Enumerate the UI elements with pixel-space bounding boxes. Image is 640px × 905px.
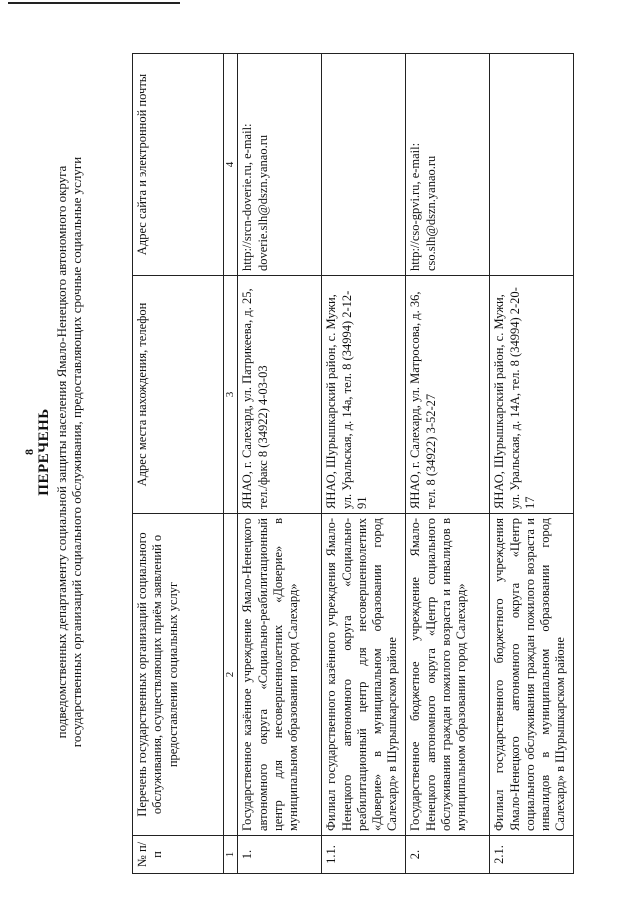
row-org: Государственное казённое учреждение Ямало-Ненецкого автономного округа «Социально-реабилитационный центр для несовершеннолетних «Доверие» в муниципальном образовании город Салехард» [238, 514, 322, 836]
row-num: 1. [238, 836, 322, 874]
colnum-4: 4 [224, 54, 238, 276]
row-num: 2. [406, 836, 490, 874]
row-site [490, 54, 574, 276]
header-org: Перечень государственных организаций социального обслуживания, осуществляющих приём заявлений о предоставлении социальных услуг [133, 514, 224, 836]
organizations-table [132, 53, 574, 874]
table-header-row [133, 54, 224, 874]
row-num: 1.1. [322, 836, 406, 874]
document-subtitle-line2: государственных организаций социального обслуживания, предоставляющих срочные социальные услуги [69, 156, 85, 748]
row-address: ЯНАО, г. Салехард, ул. Матросова, д. 36, тел. 8 (34922) 3-52-27 [406, 276, 490, 514]
table-row [490, 54, 574, 874]
document-subtitle-line1: подведомственных департаменту социальной защиты населения Ямало-Ненецкого автономного округа [53, 165, 69, 739]
row-address: ЯНАО, Шурышкарский район, с. Мужи, ул. Уральская, д. 14а, тел. 8 (34994) 2-12-91 [322, 276, 406, 514]
column-number-row [224, 54, 238, 874]
table-row [406, 54, 490, 874]
row-num: 2.1. [490, 836, 574, 874]
row-site: http://srcn-doverie.ru, e-mail: doverie.slh@dszn.yanao.ru [238, 54, 322, 276]
row-org: Филиал государственного казённого учреждения Ямало-Ненецкого автономного округа «Социально-реабилитационный центр для несовершеннолетних «Доверие» в муниципальном образовании город Салехард» в Шурышкарском районе [322, 514, 406, 836]
page-number: 8 [22, 449, 36, 455]
top-rule [8, 2, 180, 4]
rotated-page [20, 12, 620, 892]
header-site: Адрес сайта и электронной почты [133, 54, 224, 276]
row-site [322, 54, 406, 276]
row-address: ЯНАО, г. Салехард, ул. Патрикеева, д. 25, тел./факс 8 (34922) 4-03-03 [238, 276, 322, 514]
document-header [22, 12, 132, 892]
header-num: № п/п [133, 836, 224, 874]
colnum-3: 3 [224, 276, 238, 514]
table-row [238, 54, 322, 874]
row-site: http://cso-gpvi.ru, e-mail: cso.slh@dszn.yanao.ru [406, 54, 490, 276]
row-org: Государственное бюджетное учреждение Ямало-Ненецкого автономного округа «Центр социального обслуживания граждан пожилого возраста и инвалидов в муниципальном образовании город Салехард» [406, 514, 490, 836]
table-row [322, 54, 406, 874]
row-address: ЯНАО, Шурышкарский район, с. Мужи, ул. Уральская, д. 14А, тел. 8 (34994) 2-20-17 [490, 276, 574, 514]
colnum-1: 1 [224, 836, 238, 874]
row-org: Филиал государственного бюджетного учреждения Ямало-Ненецкого автономного округа «Центр социального обслуживания граждан пожилого возраста и инвалидов в муниципальном образовании город Салехард» в Шурышкарском районе [490, 514, 574, 836]
document-title: ПЕРЕЧЕНЬ [36, 408, 53, 496]
colnum-2: 2 [224, 514, 238, 836]
header-address: Адрес места нахождения, телефон [133, 276, 224, 514]
